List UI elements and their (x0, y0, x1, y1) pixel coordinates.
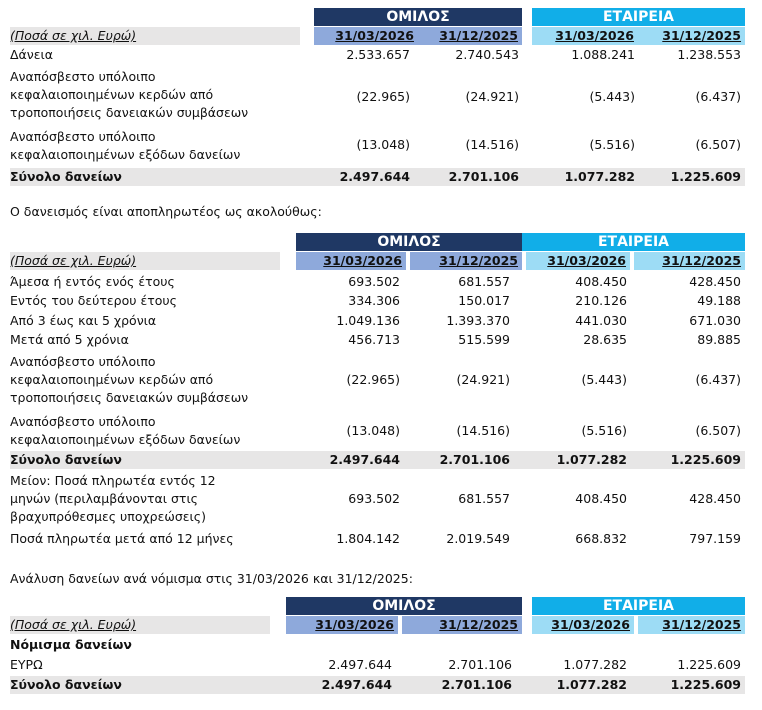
cell: 456.713 (348, 332, 400, 347)
row-label: κεφαλαιοποιημένων κερδών από (10, 372, 214, 387)
row-label: Αναπόσβεστο υπόλοιπο (10, 129, 156, 144)
loans-table-3 (10, 597, 745, 697)
total-cell: 1.225.609 (670, 169, 741, 184)
cell: (22.965) (346, 372, 400, 387)
date-header: 31/03/2026 (314, 27, 418, 45)
cell: (24.921) (465, 89, 519, 104)
total-label: Σύνολο δανείων (10, 169, 122, 184)
cell: 428.450 (689, 274, 741, 289)
group-header: ΟΜΙΛΟΣ (296, 233, 522, 251)
cell: 408.450 (575, 274, 627, 289)
section-label: Νόμισμα δανείων (10, 637, 132, 652)
cell: 1.049.136 (336, 313, 400, 328)
cell: 150.017 (458, 293, 510, 308)
row-label: Αναπόσβεστο υπόλοιπο (10, 354, 156, 369)
cell: (5.516) (581, 423, 627, 438)
total-cell: 2.497.644 (329, 452, 400, 467)
cell: 1.077.282 (563, 657, 627, 672)
cell: 334.306 (348, 293, 400, 308)
loans-table-2 (10, 233, 745, 548)
unit-label: (Ποσά σε χιλ. Ευρώ) (10, 28, 137, 43)
cell: (14.516) (465, 137, 519, 152)
total-label: Σύνολο δανείων (10, 452, 122, 467)
cell: (13.048) (356, 137, 410, 152)
cell: (22.965) (356, 89, 410, 104)
total-cell: 1.225.609 (670, 677, 741, 692)
total-cell: 1.077.282 (556, 452, 627, 467)
row-label: Αναπόσβεστο υπόλοιπο (10, 69, 156, 84)
row-label: μηνών (περιλαμβάνονται στις (10, 491, 199, 506)
cell: (6.507) (695, 423, 741, 438)
company-header: ΕΤΑΙΡΕΙΑ (522, 233, 745, 251)
row-label: κεφαλαιοποιημένων εξόδων δανείων (10, 147, 241, 162)
cell: (24.921) (456, 372, 510, 387)
date-header: 31/12/2025 (634, 252, 745, 270)
group-header: ΟΜΙΛΟΣ (314, 8, 522, 26)
cell: 515.599 (458, 332, 510, 347)
cell: 797.159 (689, 531, 741, 546)
cell: 1.238.553 (677, 47, 741, 62)
row-label: Μείον: Ποσά πληρωτέα εντός 12 (10, 473, 216, 488)
cell: 681.557 (458, 274, 510, 289)
total-cell: 1.225.609 (670, 452, 741, 467)
date-header: 31/12/2025 (402, 616, 522, 634)
cell: (6.507) (695, 137, 741, 152)
row-label: Μετά από 5 χρόνια (10, 332, 129, 347)
cell: 2.497.644 (328, 657, 392, 672)
row-label: τροποποιήσεις δανειακών συμβάσεων (10, 105, 249, 120)
date-header: 31/12/2025 (638, 616, 745, 634)
cell: 668.832 (575, 531, 627, 546)
total-cell: 2.497.644 (321, 677, 392, 692)
row-label: Αναπόσβεστο υπόλοιπο (10, 414, 156, 429)
row-label: βραχυπρόθεσμες υποχρεώσεις) (10, 509, 206, 524)
cell: 693.502 (348, 491, 400, 506)
total-label: Σύνολο δανείων (10, 677, 122, 692)
cell: (14.516) (456, 423, 510, 438)
unit-label: (Ποσά σε χιλ. Ευρώ) (10, 617, 137, 632)
cell: 28.635 (583, 332, 627, 347)
cell: (5.443) (581, 372, 627, 387)
cell: 2.533.657 (346, 47, 410, 62)
cell: 693.502 (348, 274, 400, 289)
company-header: ΕΤΑΙΡΕΙΑ (532, 597, 745, 615)
date-header: 31/03/2026 (526, 252, 630, 270)
cell: 210.126 (575, 293, 627, 308)
cell: (5.516) (589, 137, 635, 152)
total-cell: 2.701.106 (448, 169, 519, 184)
row-label: τροποποιήσεις δανειακών συμβάσεων (10, 390, 249, 405)
row-label: ΕΥΡΩ (10, 657, 43, 672)
row-label: Εντός του δεύτερου έτους (10, 293, 177, 308)
date-header: 31/03/2026 (286, 616, 398, 634)
row-label: κεφαλαιοποιημένων εξόδων δανείων (10, 432, 241, 447)
cell: 2.701.106 (448, 657, 512, 672)
loans-table-1 (10, 8, 745, 188)
cell: (6.437) (695, 89, 741, 104)
unit-label: (Ποσά σε χιλ. Ευρώ) (10, 253, 137, 268)
row-label: Άμεσα ή εντός ενός έτους (10, 274, 175, 289)
date-header: 31/12/2025 (418, 27, 522, 45)
cell: 681.557 (458, 491, 510, 506)
cell: 671.030 (689, 313, 741, 328)
date-header: 31/03/2026 (532, 27, 638, 45)
currency-sentence: Ανάλυση δανείων ανά νόμισμα στις 31/03/2026 και 31/12/2025: (10, 571, 413, 586)
row-label: κεφαλαιοποιημένων κερδών από (10, 87, 214, 102)
date-header: 31/12/2025 (410, 252, 522, 270)
cell: 1.804.142 (336, 531, 400, 546)
cell: 2.019.549 (446, 531, 510, 546)
total-cell: 2.701.106 (439, 452, 510, 467)
row-label: Δάνεια (10, 47, 53, 62)
repayment-sentence: Ο δανεισμός είναι αποπληρωτέος ως ακολούθως: (10, 204, 322, 219)
total-cell: 2.497.644 (339, 169, 410, 184)
cell: 441.030 (575, 313, 627, 328)
cell: 1.088.241 (571, 47, 635, 62)
date-header: 31/03/2026 (532, 616, 634, 634)
date-header: 31/03/2026 (296, 252, 406, 270)
cell: 428.450 (689, 491, 741, 506)
cell: (13.048) (346, 423, 400, 438)
total-cell: 1.077.282 (564, 169, 635, 184)
cell: 2.740.543 (455, 47, 519, 62)
total-cell: 2.701.106 (441, 677, 512, 692)
group-header: ΟΜΙΛΟΣ (286, 597, 522, 615)
cell: 408.450 (575, 491, 627, 506)
cell: (5.443) (589, 89, 635, 104)
cell: 89.885 (697, 332, 741, 347)
cell: (6.437) (695, 372, 741, 387)
row-label: Από 3 έως και 5 χρόνια (10, 313, 157, 328)
total-cell: 1.077.282 (556, 677, 627, 692)
cell: 1.393.370 (446, 313, 510, 328)
cell: 49.188 (697, 293, 741, 308)
date-header: 31/12/2025 (638, 27, 745, 45)
cell: 1.225.609 (677, 657, 741, 672)
row-label: Ποσά πληρωτέα μετά από 12 μήνες (10, 531, 234, 546)
company-header: ΕΤΑΙΡΕΙΑ (532, 8, 745, 26)
